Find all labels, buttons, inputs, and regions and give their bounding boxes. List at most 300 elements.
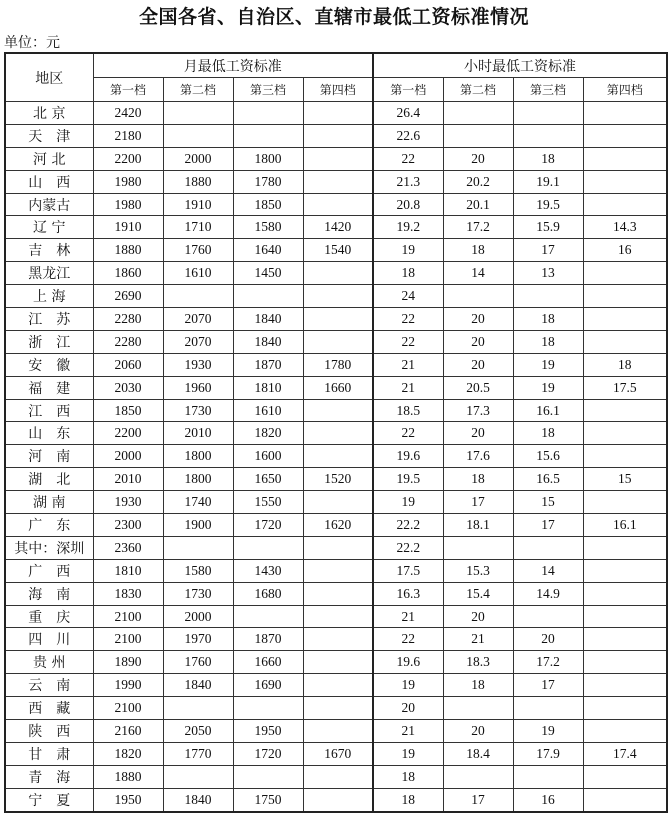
hourly-wage-cell: 19 — [373, 674, 443, 697]
hourly-wage-cell — [583, 765, 667, 788]
monthly-wage-cell — [303, 582, 373, 605]
region-cell: 福 建 — [5, 376, 93, 399]
region-cell: 陕 西 — [5, 720, 93, 743]
region-cell: 安 徽 — [5, 353, 93, 376]
monthly-wage-cell — [163, 124, 233, 147]
region-cell: 海 南 — [5, 582, 93, 605]
hourly-wage-cell — [583, 491, 667, 514]
hourly-wage-cell — [583, 124, 667, 147]
monthly-wage-cell: 2360 — [93, 536, 163, 559]
monthly-wage-cell: 1900 — [163, 514, 233, 537]
monthly-wage-cell — [303, 788, 373, 811]
monthly-wage-cell: 1840 — [233, 330, 303, 353]
hourly-wage-cell: 21 — [373, 720, 443, 743]
hourly-wage-cell — [583, 628, 667, 651]
hourly-wage-cell: 22 — [373, 147, 443, 170]
region-cell: 甘 肃 — [5, 742, 93, 765]
hourly-wage-cell — [583, 147, 667, 170]
table-row — [5, 445, 667, 468]
hourly-wage-cell: 18 — [373, 262, 443, 285]
monthly-wage-cell: 1610 — [233, 399, 303, 422]
hourly-wage-cell: 17.2 — [513, 651, 583, 674]
monthly-wage-cell — [303, 765, 373, 788]
table-row — [5, 239, 667, 262]
hourly-wage-cell: 19.6 — [373, 651, 443, 674]
monthly-wage-cell: 2030 — [93, 376, 163, 399]
monthly-wage-cell: 2690 — [93, 285, 163, 308]
hourly-wage-cell — [583, 102, 667, 125]
table-row — [5, 765, 667, 788]
monthly-wage-cell: 2100 — [93, 628, 163, 651]
monthly-wage-cell: 1880 — [163, 170, 233, 193]
monthly-wage-cell: 1810 — [233, 376, 303, 399]
hourly-wage-cell: 14.3 — [583, 216, 667, 239]
hourly-wage-cell: 18 — [513, 330, 583, 353]
monthly-wage-cell: 1770 — [163, 742, 233, 765]
monthly-wage-cell — [233, 605, 303, 628]
hourly-wage-cell: 24 — [373, 285, 443, 308]
monthly-wage-cell: 2180 — [93, 124, 163, 147]
monthly-wage-cell: 1780 — [303, 353, 373, 376]
monthly-wage-cell: 2060 — [93, 353, 163, 376]
region-cell: 吉 林 — [5, 239, 93, 262]
hourly-wage-cell: 20 — [443, 720, 513, 743]
monthly-wage-cell — [163, 102, 233, 125]
hourly-wage-cell: 19.2 — [373, 216, 443, 239]
table-row — [5, 102, 667, 125]
hourly-wage-cell: 21 — [373, 353, 443, 376]
table-row — [5, 193, 667, 216]
monthly-wage-cell — [303, 102, 373, 125]
monthly-wage-cell: 1800 — [163, 468, 233, 491]
hourly-wage-cell: 16.1 — [513, 399, 583, 422]
hourly-wage-cell: 20.8 — [373, 193, 443, 216]
hourly-wage-cell: 20 — [443, 422, 513, 445]
hourly-wage-cell: 14.9 — [513, 582, 583, 605]
hourly-wage-cell: 18 — [443, 239, 513, 262]
table-row — [5, 422, 667, 445]
hourly-wage-cell — [583, 330, 667, 353]
monthly-wage-cell: 1430 — [233, 559, 303, 582]
monthly-wage-cell: 1710 — [163, 216, 233, 239]
table-row — [5, 262, 667, 285]
hourly-wage-cell: 17 — [513, 514, 583, 537]
hourly-wage-cell: 22.6 — [373, 124, 443, 147]
monthly-wage-cell: 1970 — [163, 628, 233, 651]
monthly-wage-cell: 1960 — [163, 376, 233, 399]
monthly-wage-cell: 2160 — [93, 720, 163, 743]
monthly-wage-cell: 2200 — [93, 147, 163, 170]
page-title: 全国各省、自治区、直辖市最低工资标准情况 — [138, 6, 529, 28]
monthly-wage-cell: 1880 — [93, 239, 163, 262]
monthly-wage-cell — [233, 536, 303, 559]
monthly-wage-cell: 1780 — [233, 170, 303, 193]
hourly-wage-cell — [513, 285, 583, 308]
hourly-wage-cell: 15 — [583, 468, 667, 491]
hourly-wage-cell — [513, 102, 583, 125]
monthly-wage-cell — [163, 765, 233, 788]
hourly-wage-cell: 18.3 — [443, 651, 513, 674]
hourly-wage-cell — [513, 536, 583, 559]
hourly-wage-cell: 18 — [583, 353, 667, 376]
monthly-wage-cell: 1870 — [233, 353, 303, 376]
monthly-wage-cell — [233, 697, 303, 720]
monthly-wage-cell — [303, 697, 373, 720]
monthly-wage-cell — [303, 628, 373, 651]
monthly-wage-cell: 1690 — [233, 674, 303, 697]
region-cell: 湖 南 — [5, 491, 93, 514]
region-header: 地区 — [5, 53, 93, 102]
hourly-wage-cell — [583, 697, 667, 720]
hourly-wage-cell: 15.4 — [443, 582, 513, 605]
hourly-wage-cell: 20 — [443, 353, 513, 376]
monthly-wage-cell — [163, 697, 233, 720]
monthly-wage-cell — [303, 422, 373, 445]
hourly-wage-cell: 20 — [513, 628, 583, 651]
hourly-wage-cell: 17 — [443, 491, 513, 514]
monthly-wage-cell: 2420 — [93, 102, 163, 125]
hourly-wage-cell: 17 — [513, 239, 583, 262]
hourly-wage-cell — [583, 674, 667, 697]
monthly-wage-cell — [303, 605, 373, 628]
monthly-wage-cell — [233, 765, 303, 788]
hourly-wage-cell: 16 — [583, 239, 667, 262]
monthly-wage-cell — [303, 674, 373, 697]
table-row — [5, 697, 667, 720]
hourly-wage-cell: 16.5 — [513, 468, 583, 491]
monthly-wage-cell: 2280 — [93, 330, 163, 353]
hourly-wage-cell — [583, 720, 667, 743]
monthly-wage-cell — [303, 147, 373, 170]
monthly-wage-cell: 1950 — [233, 720, 303, 743]
hourly-wage-cell: 22 — [373, 308, 443, 331]
hourly-wage-cell — [443, 124, 513, 147]
hourly-wage-cell — [513, 124, 583, 147]
region-cell: 广 西 — [5, 559, 93, 582]
monthly-wage-cell: 1840 — [163, 788, 233, 811]
region-cell: 浙 江 — [5, 330, 93, 353]
hourly-wage-cell: 19.5 — [513, 193, 583, 216]
monthly-wage-cell — [303, 491, 373, 514]
monthly-tier-header: 第四档 — [303, 78, 373, 102]
table-row — [5, 285, 667, 308]
hourly-wage-cell — [583, 582, 667, 605]
hourly-wage-cell — [513, 697, 583, 720]
hourly-wage-cell: 18.1 — [443, 514, 513, 537]
monthly-wage-cell: 1850 — [93, 399, 163, 422]
monthly-wage-cell: 1610 — [163, 262, 233, 285]
monthly-wage-cell: 1950 — [93, 788, 163, 811]
hourly-wage-cell — [583, 285, 667, 308]
monthly-wage-cell: 1670 — [303, 742, 373, 765]
monthly-wage-cell: 2000 — [163, 605, 233, 628]
hourly-wage-cell: 22.2 — [373, 536, 443, 559]
hourly-wage-cell: 18 — [513, 422, 583, 445]
monthly-wage-cell: 1820 — [93, 742, 163, 765]
region-cell: 重 庆 — [5, 605, 93, 628]
hourly-wage-cell — [583, 605, 667, 628]
monthly-wage-cell: 1910 — [93, 216, 163, 239]
hourly-wage-cell: 17.4 — [583, 742, 667, 765]
hourly-wage-cell: 20 — [443, 308, 513, 331]
hourly-wage-cell: 18.4 — [443, 742, 513, 765]
hourly-wage-cell: 21 — [443, 628, 513, 651]
table-row — [5, 582, 667, 605]
hourly-wage-cell — [583, 788, 667, 811]
monthly-wage-cell: 1550 — [233, 491, 303, 514]
monthly-wage-cell — [303, 308, 373, 331]
hourly-tier-header: 第二档 — [443, 78, 513, 102]
region-cell: 湖 北 — [5, 468, 93, 491]
table-row — [5, 628, 667, 651]
monthly-wage-cell: 1640 — [233, 239, 303, 262]
hourly-wage-cell — [443, 285, 513, 308]
hourly-wage-cell: 20 — [443, 147, 513, 170]
hourly-wage-cell: 14 — [513, 559, 583, 582]
hourly-wage-cell: 18 — [513, 308, 583, 331]
region-cell: 四 川 — [5, 628, 93, 651]
table-row — [5, 468, 667, 491]
hourly-wage-cell: 18.5 — [373, 399, 443, 422]
monthly-wage-cell: 1910 — [163, 193, 233, 216]
hourly-wage-cell — [443, 536, 513, 559]
hourly-wage-cell: 21 — [373, 605, 443, 628]
monthly-wage-cell: 1880 — [93, 765, 163, 788]
hourly-wage-cell: 16 — [513, 788, 583, 811]
monthly-wage-cell: 1650 — [233, 468, 303, 491]
monthly-wage-cell: 1980 — [93, 193, 163, 216]
monthly-wage-cell — [303, 720, 373, 743]
hourly-wage-cell — [513, 605, 583, 628]
monthly-tier-header: 第一档 — [93, 78, 163, 102]
hourly-tier-header: 第一档 — [373, 78, 443, 102]
hourly-wage-cell: 17.3 — [443, 399, 513, 422]
monthly-wage-cell — [303, 559, 373, 582]
unit-label: 单位：元 — [4, 35, 60, 51]
monthly-wage-cell: 1810 — [93, 559, 163, 582]
monthly-wage-cell — [303, 193, 373, 216]
monthly-wage-cell: 2010 — [163, 422, 233, 445]
monthly-wage-cell: 1930 — [93, 491, 163, 514]
hourly-wage-cell — [583, 170, 667, 193]
table-row — [5, 788, 667, 811]
table-row — [5, 514, 667, 537]
monthly-wage-cell — [233, 102, 303, 125]
hourly-wage-cell: 22 — [373, 422, 443, 445]
hourly-wage-cell: 17.5 — [583, 376, 667, 399]
table-row — [5, 720, 667, 743]
monthly-wage-cell — [233, 124, 303, 147]
monthly-wage-cell — [303, 330, 373, 353]
hourly-wage-cell: 13 — [513, 262, 583, 285]
monthly-wage-cell: 2280 — [93, 308, 163, 331]
table-row — [5, 124, 667, 147]
monthly-tier-header: 第三档 — [233, 78, 303, 102]
hourly-wage-cell: 16.1 — [583, 514, 667, 537]
monthly-wage-cell: 1620 — [303, 514, 373, 537]
monthly-wage-cell: 1750 — [233, 788, 303, 811]
region-cell: 辽 宁 — [5, 216, 93, 239]
hourly-wage-cell: 18 — [513, 147, 583, 170]
region-cell: 其中：深圳 — [5, 536, 93, 559]
monthly-wage-cell: 1890 — [93, 651, 163, 674]
table-row — [5, 605, 667, 628]
monthly-wage-cell: 2100 — [93, 605, 163, 628]
region-cell: 山 西 — [5, 170, 93, 193]
hourly-wage-cell: 20.1 — [443, 193, 513, 216]
table-row — [5, 559, 667, 582]
hourly-wage-cell: 19 — [513, 720, 583, 743]
monthly-wage-cell — [303, 536, 373, 559]
header-row-tiers — [5, 78, 667, 102]
monthly-wage-cell: 1820 — [233, 422, 303, 445]
monthly-wage-cell: 1990 — [93, 674, 163, 697]
hourly-wage-cell: 15 — [513, 491, 583, 514]
monthly-wage-cell: 2000 — [93, 445, 163, 468]
region-cell: 西 藏 — [5, 697, 93, 720]
monthly-wage-cell: 1980 — [93, 170, 163, 193]
hourly-header: 小时最低工资标准 — [373, 53, 667, 78]
hourly-wage-cell: 20.5 — [443, 376, 513, 399]
monthly-wage-cell: 2070 — [163, 308, 233, 331]
hourly-wage-cell: 19 — [373, 239, 443, 262]
monthly-wage-cell: 1930 — [163, 353, 233, 376]
monthly-wage-cell — [303, 285, 373, 308]
hourly-wage-cell — [583, 308, 667, 331]
monthly-wage-cell: 1730 — [163, 582, 233, 605]
hourly-wage-cell: 18 — [443, 674, 513, 697]
monthly-wage-cell — [303, 399, 373, 422]
region-cell: 河 北 — [5, 147, 93, 170]
hourly-wage-cell — [583, 193, 667, 216]
table-row — [5, 330, 667, 353]
monthly-wage-cell: 1580 — [233, 216, 303, 239]
monthly-wage-cell: 1720 — [233, 514, 303, 537]
region-cell: 青 海 — [5, 765, 93, 788]
hourly-wage-cell — [583, 445, 667, 468]
hourly-wage-cell: 17.5 — [373, 559, 443, 582]
hourly-wage-cell — [443, 765, 513, 788]
region-cell: 上 海 — [5, 285, 93, 308]
monthly-wage-cell: 1580 — [163, 559, 233, 582]
hourly-wage-cell: 20 — [373, 697, 443, 720]
hourly-wage-cell: 17.6 — [443, 445, 513, 468]
monthly-wage-cell: 1830 — [93, 582, 163, 605]
region-cell: 江 苏 — [5, 308, 93, 331]
hourly-tier-header: 第四档 — [583, 78, 667, 102]
monthly-wage-cell: 2300 — [93, 514, 163, 537]
hourly-wage-cell: 17 — [513, 674, 583, 697]
hourly-wage-cell — [443, 697, 513, 720]
hourly-wage-cell: 19 — [373, 491, 443, 514]
table-row — [5, 742, 667, 765]
monthly-wage-cell: 1450 — [233, 262, 303, 285]
hourly-wage-cell: 19.1 — [513, 170, 583, 193]
monthly-wage-cell: 1680 — [233, 582, 303, 605]
monthly-wage-cell — [233, 285, 303, 308]
monthly-wage-cell: 1660 — [303, 376, 373, 399]
hourly-wage-cell: 18 — [373, 765, 443, 788]
hourly-wage-cell: 26.4 — [373, 102, 443, 125]
hourly-wage-cell: 18 — [373, 788, 443, 811]
table-row — [5, 536, 667, 559]
table-row — [5, 651, 667, 674]
region-cell: 内蒙古 — [5, 193, 93, 216]
region-cell: 北 京 — [5, 102, 93, 125]
hourly-wage-cell — [583, 559, 667, 582]
table-body — [5, 102, 667, 812]
monthly-wage-cell: 2000 — [163, 147, 233, 170]
monthly-wage-cell: 2100 — [93, 697, 163, 720]
hourly-wage-cell — [443, 102, 513, 125]
monthly-wage-cell — [303, 445, 373, 468]
hourly-wage-cell: 15.9 — [513, 216, 583, 239]
hourly-wage-cell: 15.3 — [443, 559, 513, 582]
table-row — [5, 399, 667, 422]
monthly-tier-header: 第二档 — [163, 78, 233, 102]
table-row — [5, 170, 667, 193]
monthly-wage-cell — [303, 651, 373, 674]
monthly-wage-cell — [163, 285, 233, 308]
hourly-wage-cell: 19 — [373, 742, 443, 765]
monthly-wage-cell: 1860 — [93, 262, 163, 285]
region-cell: 贵 州 — [5, 651, 93, 674]
monthly-wage-cell — [303, 262, 373, 285]
hourly-wage-cell: 19 — [513, 353, 583, 376]
table-row — [5, 308, 667, 331]
monthly-wage-cell: 1800 — [163, 445, 233, 468]
hourly-wage-cell — [583, 536, 667, 559]
monthly-wage-cell: 1760 — [163, 651, 233, 674]
monthly-wage-cell — [303, 124, 373, 147]
monthly-wage-cell: 1730 — [163, 399, 233, 422]
monthly-wage-cell: 1740 — [163, 491, 233, 514]
region-cell: 山 东 — [5, 422, 93, 445]
hourly-wage-cell: 17 — [443, 788, 513, 811]
monthly-header: 月最低工资标准 — [93, 53, 373, 78]
monthly-wage-cell: 2070 — [163, 330, 233, 353]
hourly-wage-cell: 19 — [513, 376, 583, 399]
region-cell: 江 西 — [5, 399, 93, 422]
hourly-wage-cell: 22 — [373, 330, 443, 353]
region-cell: 广 东 — [5, 514, 93, 537]
monthly-wage-cell: 1800 — [233, 147, 303, 170]
monthly-wage-cell: 1850 — [233, 193, 303, 216]
monthly-wage-cell: 2200 — [93, 422, 163, 445]
hourly-wage-cell: 22.2 — [373, 514, 443, 537]
region-cell: 宁 夏 — [5, 788, 93, 811]
hourly-wage-cell: 21 — [373, 376, 443, 399]
monthly-wage-cell: 2010 — [93, 468, 163, 491]
monthly-wage-cell: 1660 — [233, 651, 303, 674]
header-row-groups — [5, 53, 667, 78]
hourly-wage-cell: 19.6 — [373, 445, 443, 468]
region-cell: 云 南 — [5, 674, 93, 697]
region-cell: 河 南 — [5, 445, 93, 468]
monthly-wage-cell: 1600 — [233, 445, 303, 468]
table-row — [5, 491, 667, 514]
monthly-wage-cell: 1870 — [233, 628, 303, 651]
hourly-wage-cell: 17.9 — [513, 742, 583, 765]
monthly-wage-cell: 1840 — [163, 674, 233, 697]
hourly-wage-cell: 20 — [443, 330, 513, 353]
monthly-wage-cell: 1760 — [163, 239, 233, 262]
region-cell: 黑龙江 — [5, 262, 93, 285]
hourly-wage-cell — [583, 262, 667, 285]
wage-table — [4, 52, 668, 813]
table-row — [5, 216, 667, 239]
hourly-wage-cell: 21.3 — [373, 170, 443, 193]
